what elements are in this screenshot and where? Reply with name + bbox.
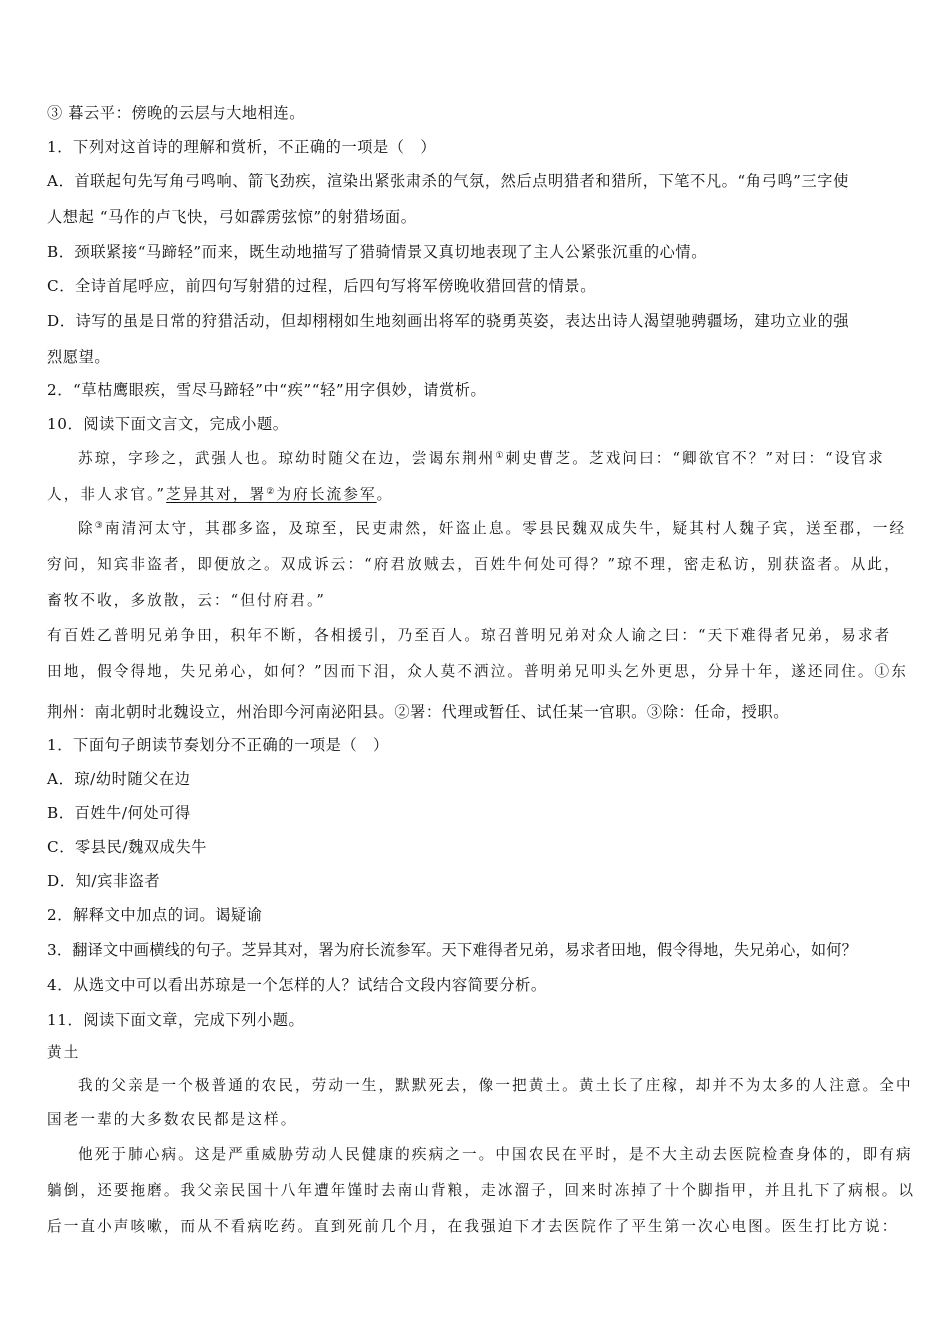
essay-title: 黄土 [47, 1044, 81, 1061]
option-a-line: A．首联起句先写角弓鸣响、箭飞劲疾，渲染出紧张肃杀的气氛，然后点明猎者和猎所，下笔不凡。“角弓鸣”三字使 [47, 172, 849, 190]
essay-line: 国老一辈的大多数农民都是这样。 [47, 1111, 298, 1128]
question-line: 4．从选文中可以看出苏琼是一个怎样的人？试结合文段内容简要分析。 [47, 976, 547, 994]
option-b-line: B．百姓牛/何处可得 [47, 804, 191, 822]
option-a-continued: 人想起 “马作的卢飞快，弓如霹雳弦惊”的射猎场面。 [47, 208, 417, 226]
option-b-line: B．颈联紧接“马蹄轻”而来，既生动地描写了猎骑情景又真切地表现了主人公紧张沉重的心情。 [47, 243, 707, 261]
option-c-line: C．零县民/魏双成失牛 [47, 838, 208, 856]
footnote-marker: ① [495, 451, 506, 461]
footnote-marker: ③ [94, 521, 105, 531]
option-a-line: A．琼/幼时随父在边 [47, 770, 191, 788]
underlined-sentence: 芝异其对，署②为府长流参军 [166, 486, 377, 503]
passage-line: 畜牧不收，多放散，云：“但付府君。” [47, 592, 326, 609]
option-d-continued: 烈愿望。 [47, 348, 111, 366]
essay-line: 后一直小声咳嗽，而从不看病吃药。直到死前几个月，在我强迫下才去医院作了平生第一次心电图。医生打比方说： [47, 1218, 899, 1235]
question-line: 1．下面句子朗读节奏划分不正确的一项是（ ） [47, 736, 389, 754]
question-line: 2．“草枯鹰眼疾，雪尽马蹄轻”中“疾”“轻”用字俱妙，请赏析。 [47, 381, 487, 399]
option-d-line: D．诗写的虽是日常的狩猎活动，但却栩栩如生地刻画出将军的骁勇英姿，表达出诗人渴望驰骋疆场，建功立业的强 [47, 312, 850, 330]
question-line: 1．下列对这首诗的理解和赏析，不正确的一项是（ ） [47, 138, 437, 156]
essay-line: 他死于肺心病。这是严重威胁劳动人民健康的疾病之一。中国农民在平时，是不大主动去医院检查身体的，即有病 [78, 1146, 913, 1163]
essay-line: 躺倒，还要拖磨。我父亲民国十八年遭年馑时去南山背粮，走冰溜子，回来时冻掉了十个脚指甲，并且扎下了病根。以 [47, 1182, 916, 1199]
question-line: 2．解释文中加点的词。谒疑谕 [47, 906, 263, 924]
footnote-line: ③ 暮云平：傍晚的云层与大地相连。 [47, 104, 306, 122]
passage-line: 除③南清河太守，其郡多盗，及琼至，民吏肃然，奸盗止息。零县民魏双成失牛，疑其村人魏子宾，送至郡，一经 [78, 520, 907, 537]
option-d-line: D．知/宾非盗者 [47, 872, 161, 890]
passage-line: 穷问，知宾非盗者，即便放之。双成诉云：“府君放贼去，百姓牛何处可得？”琼不理，密走私访，别获盗者。从此， [47, 556, 901, 573]
passage-line: 苏琼，字珍之，武强人也。琼幼时随父在边，尝谒东荆州①刺史曹芝。芝戏问曰：“卿欲官不？”对曰：“设官求 [78, 450, 885, 467]
essay-line: 我的父亲是一个极普通的农民，劳动一生，默默死去，像一把黄土。黄土长了庄稼，却并不为太多的人注意。全中 [78, 1077, 913, 1094]
footnote-marker: ② [266, 487, 277, 497]
passage-line: 田地，假令得地，失兄弟心，如何？”因而下泪，众人莫不洒泣。普明弟兄叩头乞外更思，分异十年，遂还同住。①东 [47, 663, 908, 680]
option-c-line: C．全诗首尾呼应，前四句写射猎的过程，后四句写将军傍晚收猎回营的情景。 [47, 277, 596, 295]
passage-line: 有百姓乙普明兄弟争田，积年不断，各相援引，乃至百人。琼召普明兄弟对众人谕之曰：“天下难得者兄弟，易求者 [47, 627, 892, 644]
section-heading: 10．阅读下面文言文，完成小题。 [47, 415, 289, 433]
passage-line: 人，非人求官。”芝异其对，署②为府长流参军。 [47, 486, 394, 503]
footnotes-line: 荆州：南北朝时北魏设立，州治即今河南泌阳县。②署：代理或暂任、试任某一官职。③除：任命，授职。 [47, 703, 790, 721]
question-line: 3．翻译文中画横线的句子。芝异其对，署为府长流参军。天下难得者兄弟，易求者田地，假令得地，失兄弟心，如何？ [47, 941, 858, 959]
section-heading: 11．阅读下面文章，完成下列小题。 [47, 1011, 305, 1029]
